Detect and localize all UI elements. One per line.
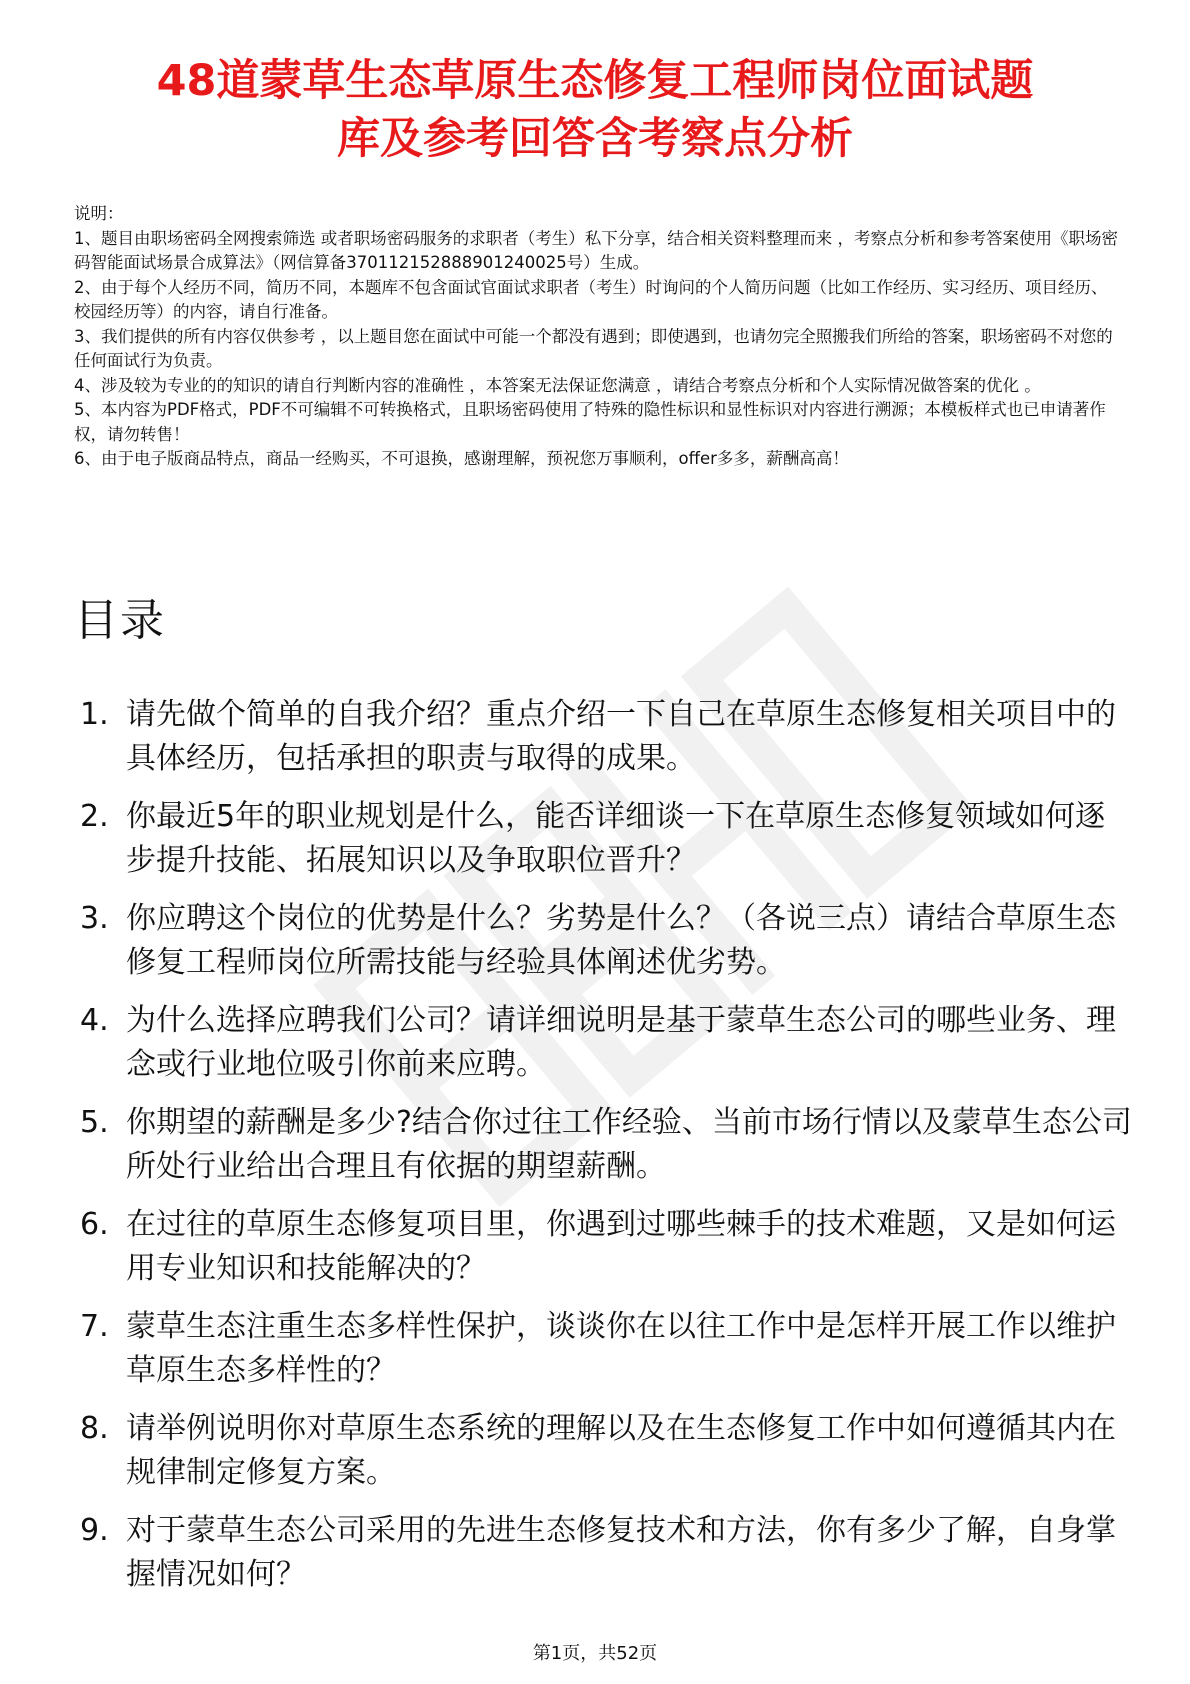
question-item-5[interactable] — [74, 1101, 1134, 1189]
note-item-3: 3、我们提供的所有内容仅供参考 ，以上题目您在面试中可能一个都没有遇到；即使遇到，也请勿完全照搬我们所给的答案，职场密码不对您的任何面试行为负责。 — [74, 326, 1113, 370]
title-line-2: 库及参考回答含考察点分析 — [337, 114, 853, 164]
note-item-6: 6、由于电子版商品特点，商品一经购买，不可退换，感谢理解，预祝您万事顺利，offer多多，薪酬高高！ — [74, 449, 849, 468]
page-footer: 第1页，共52页 — [532, 1643, 658, 1664]
question-number: 1. — [80, 697, 109, 732]
question-text: 在过往的草原生态修复项目里，你遇到过哪些棘手的技术难题，又是如何运用专业知识和技能解决的？ — [126, 1207, 1116, 1286]
note-item-2: 2、由于每个人经历不同，简历不同，本题库不包含面试官面试求职者（考生）时询问的个人简历问题（比如工作经历、实习经历、项目经历、校园经历等）的内容，请自行准备。 — [74, 277, 1108, 321]
toc-heading: 目录 — [74, 595, 166, 646]
question-item-4[interactable] — [74, 999, 1134, 1087]
question-text: 对于蒙草生态公司采用的先进生态修复技术和方法，你有多少了解，自身掌握情况如何？ — [126, 1513, 1116, 1592]
note-item-1: 1、题目由职场密码全网搜索筛选 或者职场密码服务的求职者（考生）私下分享，结合相关资料整理而来 ，考察点分析和参考答案使用《职场密码智能面试场景合成算法》（网信算备370112152888901240025号）生成。 — [74, 228, 1118, 272]
question-number: 6. — [80, 1207, 109, 1242]
question-text: 你应聘这个岗位的优势是什么？劣势是什么？（各说三点）请结合草原生态修复工程师岗位所需技能与经验具体阐述优劣势。 — [126, 901, 1116, 980]
note-item-4: 4、涉及较为专业的的知识的请自行判断内容的准确性 ，本答案无法保证您满意 ，请结合考察点分析和个人实际情况做答案的优化 。 — [74, 375, 1041, 395]
question-text: 请举例说明你对草原生态系统的理解以及在生态修复工作中如何遵循其内在规律制定修复方案。 — [126, 1411, 1116, 1490]
note-item-5: 5、本内容为PDF格式，PDF不可编辑不可转换格式，且职场密码使用了特殊的隐性标识和显性标识对内容进行溯源；本模板样式也已申请著作权，请勿转售！ — [74, 400, 1106, 444]
question-item-8[interactable] — [74, 1407, 1134, 1495]
question-number: 3. — [80, 901, 109, 936]
title-line-1: 48道蒙草生态草原生态修复工程师岗位面试题 — [156, 56, 1034, 106]
question-item-7[interactable] — [74, 1305, 1134, 1393]
question-text: 你期望的薪酬是多少?结合你过往工作经验、当前市场行情以及蒙草生态公司所处行业给出合理且有依据的期望薪酬。 — [126, 1105, 1132, 1184]
question-item-3[interactable] — [74, 897, 1134, 985]
question-number: 9. — [80, 1513, 109, 1548]
question-text: 为什么选择应聘我们公司？请详细说明是基于蒙草生态公司的哪些业务、理念或行业地位吸引你前来应聘。 — [126, 1003, 1116, 1082]
question-list — [74, 693, 1134, 1611]
notes-section — [74, 202, 1120, 472]
question-number: 4. — [80, 1003, 109, 1038]
question-item-2[interactable] — [74, 795, 1134, 883]
notes-heading: 说明： — [74, 204, 124, 223]
question-item-6[interactable] — [74, 1203, 1134, 1291]
question-text: 请先做个简单的自我介绍？重点介绍一下自己在草原生态修复相关项目中的具体经历，包括承担的职责与取得的成果。 — [126, 697, 1116, 776]
document-title — [60, 52, 1130, 168]
question-item-9[interactable] — [74, 1509, 1134, 1597]
question-number: 5. — [80, 1105, 109, 1140]
question-text: 蒙草生态注重生态多样性保护，谈谈你在以往工作中是怎样开展工作以维护草原生态多样性的？ — [126, 1309, 1116, 1388]
question-text: 你最近5年的职业规划是什么，能否详细谈一下在草原生态修复领域如何逐步提升技能、拓展知识以及争取职位晋升？ — [126, 799, 1106, 878]
question-item-1[interactable] — [74, 693, 1134, 781]
question-number: 7. — [80, 1309, 109, 1344]
question-number: 2. — [80, 799, 109, 834]
question-number: 8. — [80, 1411, 109, 1446]
